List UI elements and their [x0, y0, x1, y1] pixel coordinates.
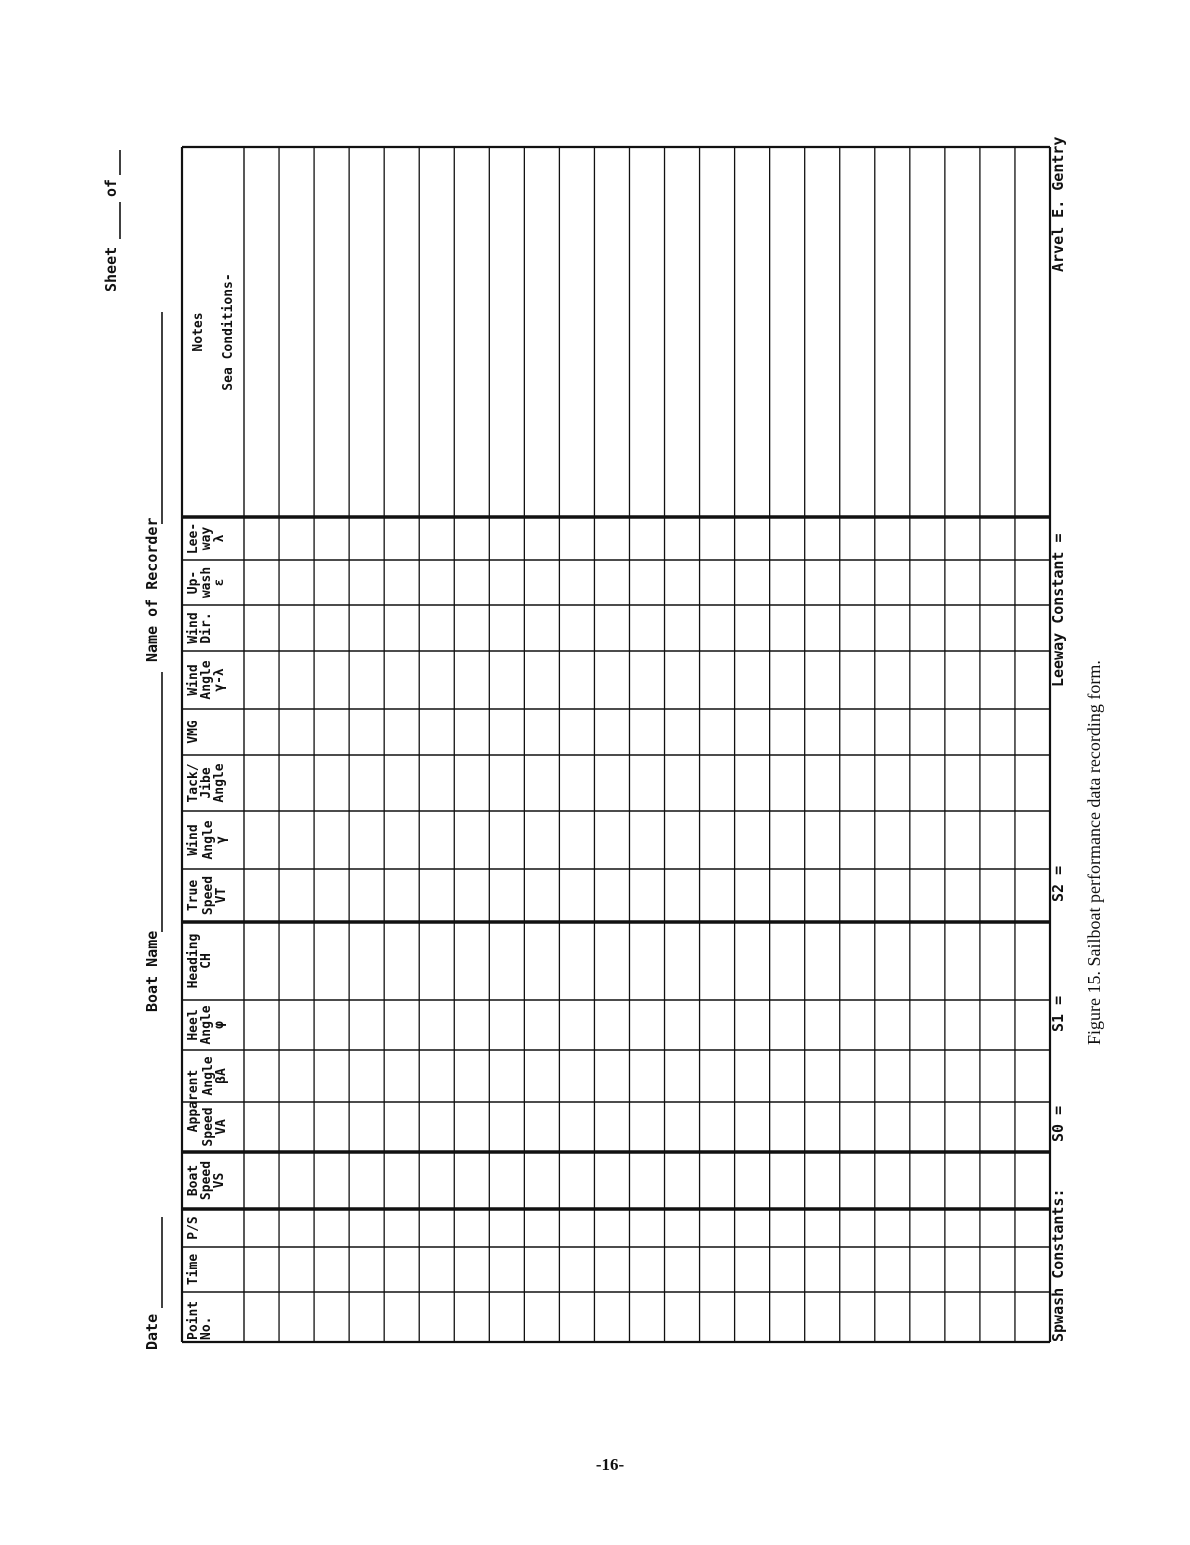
- sheet-label: Sheet: [102, 246, 120, 292]
- column-header-wind-angle: Wind: [186, 664, 201, 696]
- column-header-true-wind-angle: γ: [214, 836, 229, 844]
- leeway-constant-label: Leeway Constant =: [1049, 533, 1067, 687]
- column-header-boat-speed: Boat: [186, 1164, 201, 1197]
- column-header-apparent-speed: VA: [214, 1119, 229, 1135]
- boat-name-label: Boat Name: [143, 930, 161, 1012]
- page-number: -16-: [595, 1455, 625, 1474]
- column-header-true-speed: Speed: [201, 875, 216, 916]
- column-header-time: Time: [186, 1253, 201, 1286]
- column-header-leeway: Lee-: [186, 522, 201, 555]
- column-header-tack-jibe: Angle: [212, 763, 227, 803]
- column-header-boat-speed: Speed: [199, 1160, 214, 1201]
- column-header-heel-angle: φ: [212, 1021, 227, 1029]
- column-header-point-no: No.: [199, 1316, 214, 1340]
- column-header-wind-dir: Dir.: [199, 612, 214, 644]
- column-header-boat-speed: VS: [212, 1172, 227, 1189]
- column-group-apparent: Apparent: [186, 1069, 201, 1133]
- s2-label: S2 =: [1049, 865, 1067, 902]
- column-header-upwash: Up-: [186, 570, 201, 595]
- column-group-true: True: [186, 879, 201, 912]
- form-header: [102, 150, 162, 1350]
- column-header-wind-angle: γ-λ: [212, 668, 227, 692]
- column-header-notes: Notes: [191, 312, 206, 352]
- column-header-leeway: λ: [212, 534, 227, 543]
- column-group-wind: Wind: [186, 824, 201, 856]
- column-header-wind-dir: Wind: [186, 612, 201, 644]
- spwash-constants-label: Spwash Constants:: [1049, 1188, 1067, 1342]
- column-header-apparent-angle: Angle: [201, 1056, 216, 1096]
- data-table: [182, 147, 1050, 1342]
- date-label: Date: [143, 1313, 161, 1350]
- column-header-wind-angle: Angle: [199, 660, 214, 700]
- column-header-point-no: Point: [186, 1300, 201, 1340]
- column-header-vmg: VMG: [186, 720, 201, 744]
- column-header-true-wind-angle: Angle: [201, 820, 216, 860]
- figure-caption: Figure 15. Sailboat performance data recording form.: [1084, 660, 1104, 1045]
- column-header-notes: Sea Conditions-: [221, 273, 236, 391]
- recorder-label: Name of Recorder: [143, 517, 161, 662]
- s1-label: S1 =: [1049, 995, 1067, 1032]
- column-header-upwash: ε: [212, 578, 227, 587]
- column-header-apparent-speed: Speed: [201, 1107, 216, 1147]
- column-header-true-speed: VT: [214, 887, 229, 904]
- column-header-leeway: way: [199, 526, 214, 551]
- column-header-tack-jibe: Tack/: [186, 763, 201, 803]
- column-header-tack-jibe: Jibe: [199, 767, 214, 799]
- author-credit: Arvel E. Gentry: [1049, 136, 1067, 272]
- form-footer: [1049, 137, 1067, 1342]
- column-header-heel-angle: Angle: [199, 1005, 214, 1045]
- s0-label: S0 =: [1049, 1105, 1067, 1142]
- column-header-heading: CH: [199, 953, 214, 969]
- column-headers: [186, 273, 236, 1340]
- of-label: of: [102, 178, 120, 197]
- column-header-heading: Heading: [186, 933, 201, 989]
- column-header-upwash: wash: [199, 566, 214, 599]
- column-header-ps: P/S: [186, 1216, 201, 1240]
- column-header-heel-angle: Heel: [186, 1009, 201, 1041]
- column-header-apparent-angle: βA: [214, 1068, 229, 1084]
